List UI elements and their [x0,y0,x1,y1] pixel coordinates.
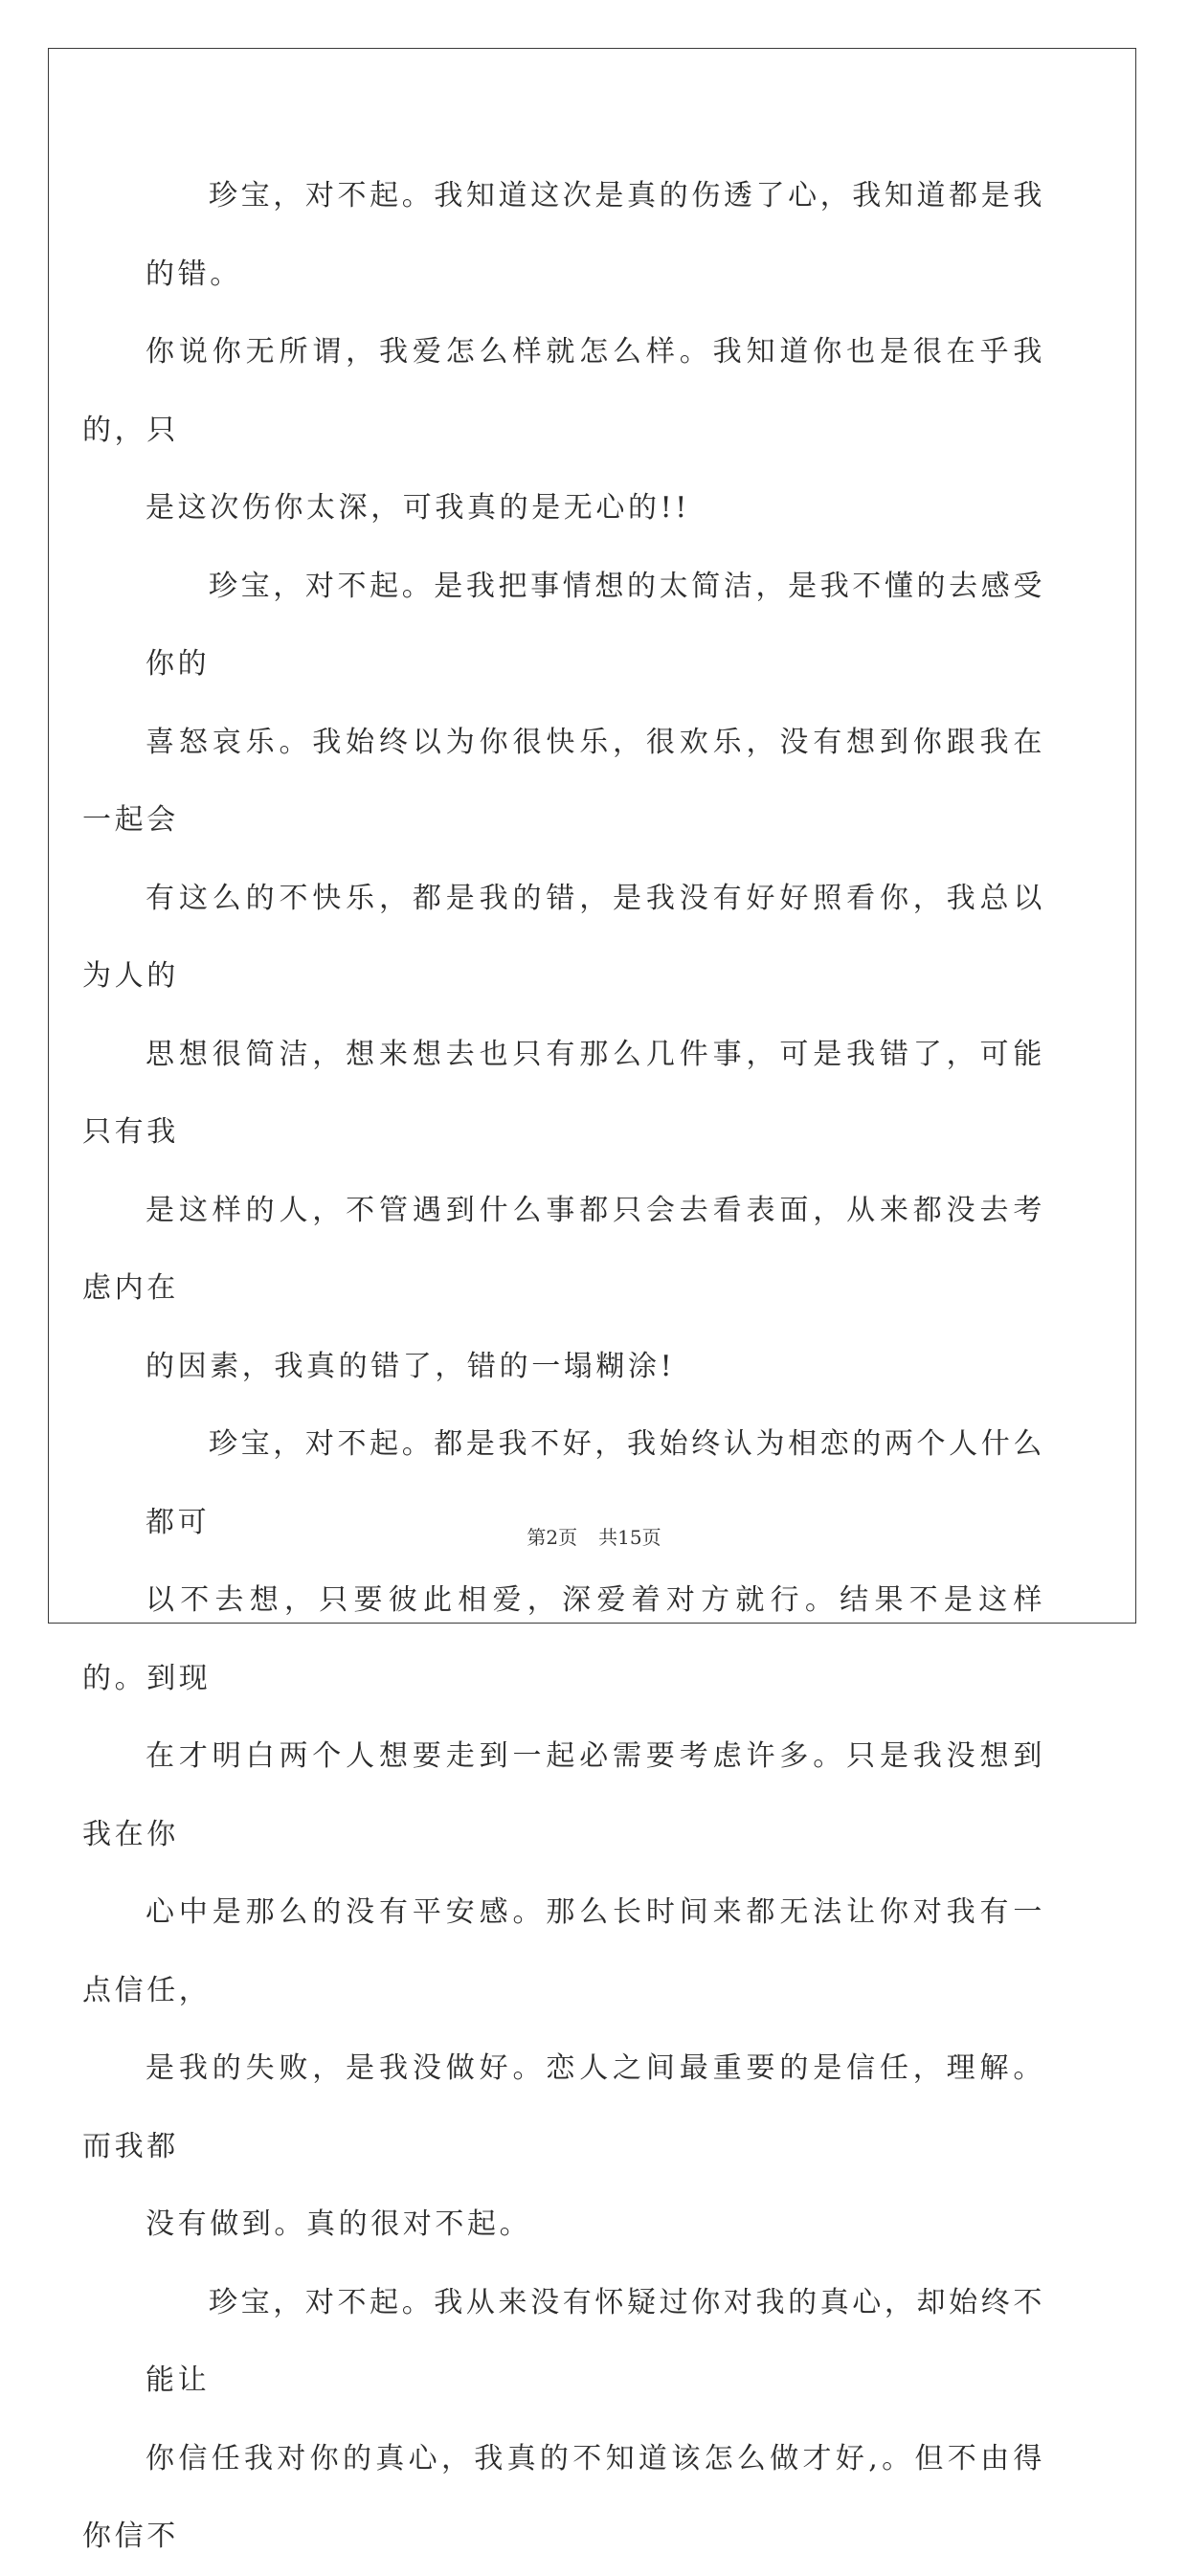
text-line: 你信任我对你的真心，我真的不知道该怎么做才好,。但不由得你信不 [82,2441,1045,2553]
text-line: 有这么的不快乐，都是我的错，是我没有好好照看你，我总以为人的 [82,881,1045,993]
page-footer [0,1522,1188,1550]
text-line: 是我的失败，是我没做好。恋人之间最重要的是信任，理解。而我都 [82,2051,1045,2163]
paragraph-2 [82,548,1045,1406]
text-line: 喜怒哀乐。我始终以为你很快乐，很欢乐，没有想到你跟我在一起会 [82,725,1045,837]
text-line: 思想很简洁，想来想去也只有那么几件事，可是我错了，可能只有我 [82,1037,1045,1149]
text-line: 是这样的人，不管遇到什么事都只会去看表面，从来都没去考虑内在 [82,1193,1045,1305]
text-line: 心中是那么的没有平安感。那么长时间来都无法让你对我有一点信任， [82,1895,1045,2007]
text-line: 珍宝，对不起。都是我不好，我始终认为相恋的两个人什么都可 [146,1427,1045,1539]
page-total: 共15页 [598,1526,661,1549]
text-line: 珍宝，对不起。我知道这次是真的伤透了心，我知道都是我的错。 [146,179,1045,291]
page-number: 第2页 [527,1526,578,1549]
text-line: 珍宝，对不起。我从来没有怀疑过你对我的真心，却始终不能让 [146,2285,1045,2397]
text-line: 珍宝，对不起。是我把事情想的太简洁，是我不懂的去感受你的 [146,569,1045,681]
text-line: 在才明白两个人想要走到一起必需要考虑许多。只是我没想到我在你 [82,1739,1045,1851]
document-body [82,157,1045,2576]
paragraph-4 [82,2264,1045,2576]
paragraph-1 [82,157,1045,548]
text-line: 你说你无所谓，我爱怎么样就怎么样。我知道你也是很在乎我的，只 [82,335,1045,447]
text-line: 的因素，我真的错了，错的一塌糊涂! [146,1349,676,1383]
text-line: 以不去想，只要彼此相爱，深爱着对方就行。结果不是这样的。到现 [82,1583,1045,1695]
text-line: 没有做到。真的很对不起。 [146,2207,532,2241]
text-line: 是这次伤你太深，可我真的是无心的!! [146,491,690,525]
